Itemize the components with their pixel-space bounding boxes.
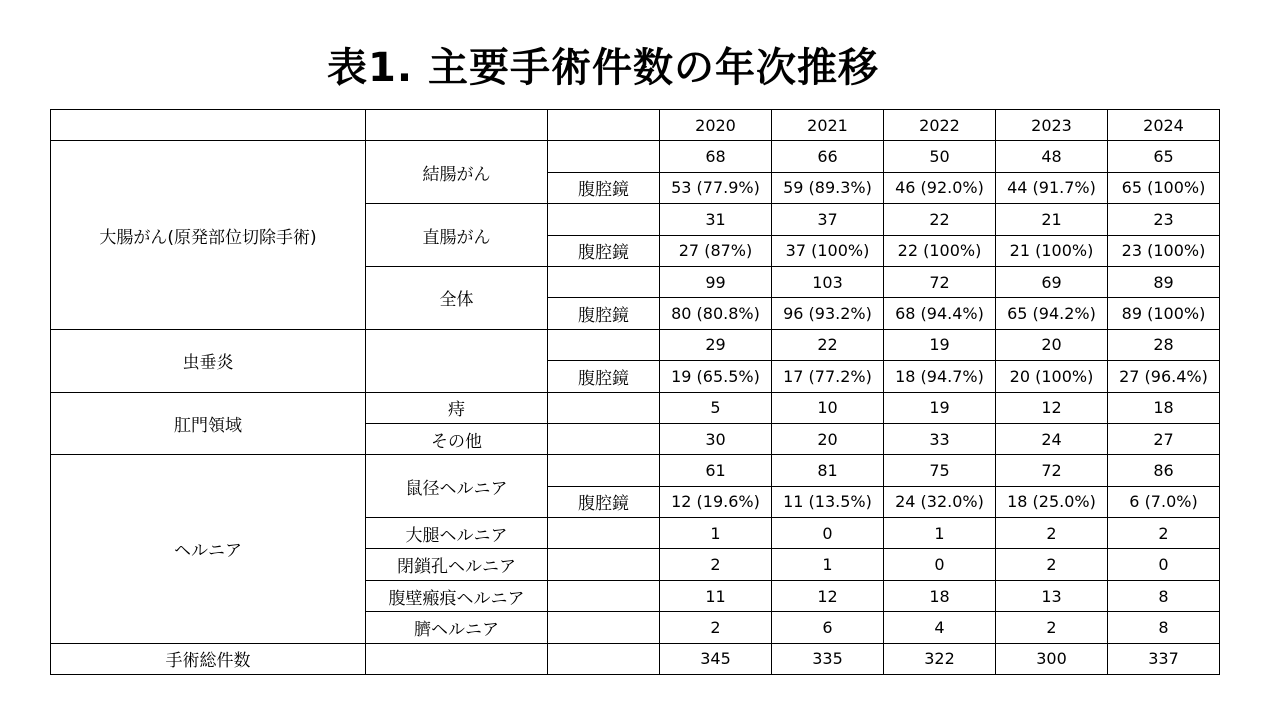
value-cell: 27 (87%) — [660, 235, 772, 266]
value-cell: 27 (96.4%) — [1108, 361, 1220, 392]
table-row — [51, 141, 1220, 172]
value-cell: 337 — [1108, 643, 1220, 674]
value-cell: 17 (77.2%) — [772, 361, 884, 392]
laparoscopic-label: 腹腔鏡 — [548, 172, 660, 203]
value-cell: 103 — [772, 266, 884, 297]
table-row — [51, 329, 1220, 360]
laparoscopic-label: 腹腔鏡 — [548, 486, 660, 517]
value-cell: 66 — [772, 141, 884, 172]
value-cell: 75 — [884, 455, 996, 486]
value-cell: 89 (100%) — [1108, 298, 1220, 329]
header-empty-cell — [366, 110, 548, 141]
value-cell: 19 — [884, 392, 996, 423]
value-cell: 86 — [1108, 455, 1220, 486]
value-cell: 2 — [996, 612, 1108, 643]
value-cell: 23 (100%) — [1108, 235, 1220, 266]
subcategory-incisional-hernia: 腹壁瘢痕ヘルニア — [366, 580, 548, 611]
value-cell: 20 — [772, 423, 884, 454]
value-cell: 18 — [1108, 392, 1220, 423]
value-cell: 345 — [660, 643, 772, 674]
value-cell: 0 — [1108, 549, 1220, 580]
value-cell: 81 — [772, 455, 884, 486]
header-empty-cell — [548, 110, 660, 141]
total-row — [51, 643, 1220, 674]
year-header: 2022 — [884, 110, 996, 141]
value-cell: 24 (32.0%) — [884, 486, 996, 517]
value-cell: 68 (94.4%) — [884, 298, 996, 329]
value-cell: 53 (77.9%) — [660, 172, 772, 203]
subcategory-all: 全体 — [366, 266, 548, 329]
empty-cell — [548, 204, 660, 235]
value-cell: 18 — [884, 580, 996, 611]
value-cell: 1 — [772, 549, 884, 580]
value-cell: 10 — [772, 392, 884, 423]
empty-cell — [548, 518, 660, 549]
value-cell: 31 — [660, 204, 772, 235]
value-cell: 11 — [660, 580, 772, 611]
value-cell: 61 — [660, 455, 772, 486]
table-row — [51, 455, 1220, 486]
value-cell: 99 — [660, 266, 772, 297]
value-cell: 11 (13.5%) — [772, 486, 884, 517]
surgery-count-table — [50, 109, 1220, 675]
value-cell: 21 (100%) — [996, 235, 1108, 266]
value-cell: 5 — [660, 392, 772, 423]
value-cell: 69 — [996, 266, 1108, 297]
value-cell: 65 (100%) — [1108, 172, 1220, 203]
value-cell: 335 — [772, 643, 884, 674]
year-header: 2023 — [996, 110, 1108, 141]
value-cell: 6 — [772, 612, 884, 643]
value-cell: 20 (100%) — [996, 361, 1108, 392]
value-cell: 37 (100%) — [772, 235, 884, 266]
value-cell: 33 — [884, 423, 996, 454]
value-cell: 19 (65.5%) — [660, 361, 772, 392]
empty-cell — [366, 643, 548, 674]
empty-cell — [548, 643, 660, 674]
value-cell: 6 (7.0%) — [1108, 486, 1220, 517]
value-cell: 12 (19.6%) — [660, 486, 772, 517]
value-cell: 20 — [996, 329, 1108, 360]
value-cell: 68 — [660, 141, 772, 172]
empty-cell — [548, 329, 660, 360]
subcategory-obturator-hernia: 閉鎖孔ヘルニア — [366, 549, 548, 580]
value-cell: 2 — [660, 549, 772, 580]
empty-cell — [548, 392, 660, 423]
subcategory-colon-cancer: 結腸がん — [366, 141, 548, 204]
page-title: 表1. 主要手術件数の年次推移 — [327, 45, 879, 91]
value-cell: 4 — [884, 612, 996, 643]
value-cell: 322 — [884, 643, 996, 674]
value-cell: 2 — [660, 612, 772, 643]
value-cell: 12 — [772, 580, 884, 611]
empty-cell — [548, 423, 660, 454]
value-cell: 18 (25.0%) — [996, 486, 1108, 517]
empty-cell — [548, 455, 660, 486]
value-cell: 30 — [660, 423, 772, 454]
empty-cell — [548, 266, 660, 297]
value-cell: 96 (93.2%) — [772, 298, 884, 329]
value-cell: 80 (80.8%) — [660, 298, 772, 329]
category-colorectal-cancer: 大腸がん(原発部位切除手術) — [51, 141, 366, 329]
value-cell: 22 (100%) — [884, 235, 996, 266]
value-cell: 8 — [1108, 612, 1220, 643]
value-cell: 2 — [1108, 518, 1220, 549]
value-cell: 2 — [996, 549, 1108, 580]
subcategory-umbilical-hernia: 臍ヘルニア — [366, 612, 548, 643]
empty-cell — [548, 612, 660, 643]
value-cell: 19 — [884, 329, 996, 360]
laparoscopic-label: 腹腔鏡 — [548, 361, 660, 392]
laparoscopic-label: 腹腔鏡 — [548, 298, 660, 329]
subcategory-inguinal-hernia: 鼠径ヘルニア — [366, 455, 548, 518]
table-row — [51, 392, 1220, 423]
value-cell: 27 — [1108, 423, 1220, 454]
value-cell: 1 — [660, 518, 772, 549]
value-cell: 72 — [996, 455, 1108, 486]
year-header: 2020 — [660, 110, 772, 141]
value-cell: 1 — [884, 518, 996, 549]
value-cell: 44 (91.7%) — [996, 172, 1108, 203]
value-cell: 24 — [996, 423, 1108, 454]
value-cell: 22 — [884, 204, 996, 235]
value-cell: 23 — [1108, 204, 1220, 235]
category-anal-region: 肛門領域 — [51, 392, 366, 455]
value-cell: 65 — [1108, 141, 1220, 172]
year-header: 2021 — [772, 110, 884, 141]
value-cell: 65 (94.2%) — [996, 298, 1108, 329]
category-hernia: ヘルニア — [51, 455, 366, 643]
subcategory-hemorrhoid: 痔 — [366, 392, 548, 423]
header-row — [51, 110, 1220, 141]
empty-cell — [548, 141, 660, 172]
year-header: 2024 — [1108, 110, 1220, 141]
value-cell: 89 — [1108, 266, 1220, 297]
value-cell: 18 (94.7%) — [884, 361, 996, 392]
value-cell: 21 — [996, 204, 1108, 235]
category-appendicitis: 虫垂炎 — [51, 329, 366, 392]
value-cell: 2 — [996, 518, 1108, 549]
value-cell: 8 — [1108, 580, 1220, 611]
empty-cell — [548, 580, 660, 611]
value-cell: 12 — [996, 392, 1108, 423]
value-cell: 22 — [772, 329, 884, 360]
value-cell: 37 — [772, 204, 884, 235]
header-empty-cell — [51, 110, 366, 141]
value-cell: 13 — [996, 580, 1108, 611]
value-cell: 59 (89.3%) — [772, 172, 884, 203]
empty-cell — [548, 549, 660, 580]
value-cell: 300 — [996, 643, 1108, 674]
empty-cell — [366, 329, 548, 392]
value-cell: 48 — [996, 141, 1108, 172]
category-total-surgeries: 手術総件数 — [51, 643, 366, 674]
subcategory-femoral-hernia: 大腿ヘルニア — [366, 518, 548, 549]
subcategory-other: その他 — [366, 423, 548, 454]
value-cell: 72 — [884, 266, 996, 297]
subcategory-rectal-cancer: 直腸がん — [366, 204, 548, 267]
value-cell: 0 — [772, 518, 884, 549]
value-cell: 0 — [884, 549, 996, 580]
laparoscopic-label: 腹腔鏡 — [548, 235, 660, 266]
value-cell: 50 — [884, 141, 996, 172]
value-cell: 46 (92.0%) — [884, 172, 996, 203]
value-cell: 28 — [1108, 329, 1220, 360]
value-cell: 29 — [660, 329, 772, 360]
